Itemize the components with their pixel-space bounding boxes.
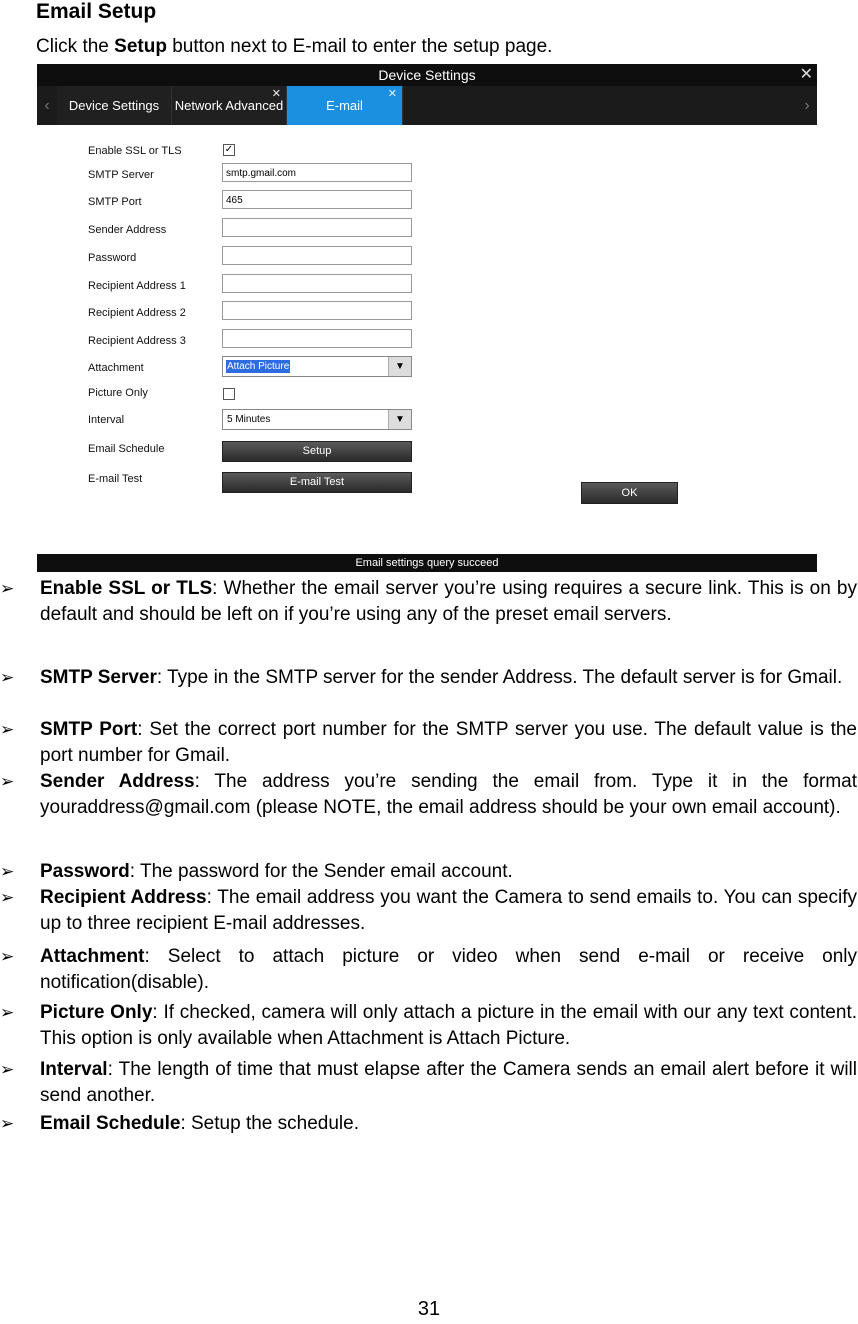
list-item-text: : Set the correct port number for the SMTP server you use. The default value is the port number for Gmail. [40,719,857,766]
recipient-3-input[interactable] [222,329,412,348]
recipient-2-input[interactable] [222,301,412,320]
tab-close-icon[interactable]: ✕ [271,88,281,100]
list-item [0,576,857,627]
dropdown-arrow-icon[interactable]: ▼ [388,410,411,429]
status-bar: Email settings query succeed [37,554,817,572]
bullet-arrow-icon: ➢ [0,579,15,598]
close-icon[interactable]: ✕ [799,66,813,83]
list-item-term: Recipient Address [40,887,207,908]
recipient-1-label: Recipient Address 1 [88,280,186,292]
list-item-term: Password [40,861,130,882]
bullet-arrow-icon: ➢ [0,668,15,687]
interval-selected-value: 5 Minutes [227,414,271,425]
sender-address-input[interactable] [222,218,412,237]
picture-only-checkbox[interactable] [223,388,235,400]
recipient-2-label: Recipient Address 2 [88,307,186,319]
enable-ssl-label: Enable SSL or TLS [88,145,182,157]
list-item-term: Interval [40,1059,108,1080]
dialog-title: Device Settings [378,67,476,83]
list-item-text: : If checked, camera will only attach a picture in the email with our any text content. This option is only available when Attachment is Attach Picture. [40,1002,858,1049]
ok-button[interactable]: OK [581,482,678,504]
attachment-label: Attachment [88,362,144,374]
list-item [0,885,857,936]
intro-text: Click the Setup button next to E-mail to enter the setup page. [36,36,553,57]
attachment-select[interactable] [222,356,412,377]
list-item [0,665,857,691]
dropdown-arrow-icon[interactable]: ▼ [388,357,411,376]
list-item-text: : Whether the email server you’re using requires a secure link. This is on by default and should be left on if you’re using any of the preset email servers. [40,578,857,625]
bullet-arrow-icon: ➢ [0,1003,15,1022]
tab-device-settings[interactable]: Device Settings [57,86,172,125]
bullet-arrow-icon: ➢ [0,772,15,791]
list-item-term: Email Schedule [40,1113,181,1134]
smtp-server-label: SMTP Server [88,169,154,181]
dialog-titlebar [37,64,817,86]
section-heading: Email Setup [36,0,157,23]
list-item-term: Sender Address [40,771,195,792]
list-item [0,1000,858,1051]
chevron-right-icon[interactable]: › [804,97,810,114]
list-item-text: : The address you’re sending the email from. Type it in the format youraddress@gmail.com (please NOTE, the email address should be your own email account). [40,771,857,818]
smtp-port-input[interactable]: 465 [222,190,412,209]
list-item [0,859,857,885]
list-item-text: : The password for the Sender email account. [129,861,513,882]
list-item-text: : The length of time that must elapse after the Camera sends an email alert before it will send another. [40,1059,857,1106]
list-item-text: : The email address you want the Camera to send emails to. You can specify up to three recipient E-mail addresses. [40,887,857,934]
list-item-text: : Type in the SMTP server for the sender Address. The default server is for Gmail. [156,667,843,688]
enable-ssl-checkbox[interactable]: ✓ [224,144,234,155]
page-number: 31 [417,1298,441,1320]
picture-only-label: Picture Only [88,387,148,399]
list-item-term: Picture Only [40,1002,153,1023]
device-settings-screenshot [37,64,817,572]
list-item-term: Attachment [40,946,145,967]
setup-button[interactable]: Setup [222,441,412,462]
bullet-arrow-icon: ➢ [0,888,15,907]
list-item-text: : Setup the schedule. [180,1113,359,1134]
smtp-port-label: SMTP Port [88,196,142,208]
tab-email[interactable]: E-mail ✕ [287,86,403,125]
recipient-1-input[interactable] [222,274,412,293]
list-item-text: : Select to attach picture or video when send e-mail or receive only notification(disable). [40,946,857,993]
bullet-arrow-icon: ➢ [0,720,15,739]
password-label: Password [88,252,137,264]
list-item-term: SMTP Server [40,667,157,688]
password-input[interactable] [222,246,412,265]
list-item [0,1111,857,1137]
sender-address-label: Sender Address [88,224,167,236]
list-item-term: SMTP Port [40,719,138,740]
list-item [0,769,857,820]
email-test-button[interactable]: E-mail Test [222,472,412,493]
tab-bar [37,86,817,125]
email-settings-form [37,125,817,554]
chevron-left-icon[interactable]: ‹ [44,97,50,114]
email-test-label: E-mail Test [88,473,143,485]
recipient-3-label: Recipient Address 3 [88,335,186,347]
bullet-arrow-icon: ➢ [0,862,15,881]
interval-select[interactable] [222,409,412,430]
interval-label: Interval [88,414,125,426]
bullet-arrow-icon: ➢ [0,1060,15,1079]
attachment-selected-value: Attach Picture [227,361,290,372]
list-item-term: Enable SSL or TLS [40,578,213,599]
bullet-arrow-icon: ➢ [0,1114,15,1133]
tab-close-icon[interactable]: ✕ [387,88,397,100]
email-schedule-label: Email Schedule [88,443,165,455]
tab-network-advanced[interactable]: Network Advanced ✕ [172,86,287,125]
smtp-server-input[interactable]: smtp.gmail.com [222,163,412,182]
list-item [0,1057,857,1108]
list-item [0,944,857,995]
list-item [0,717,857,768]
bullet-arrow-icon: ➢ [0,947,15,966]
